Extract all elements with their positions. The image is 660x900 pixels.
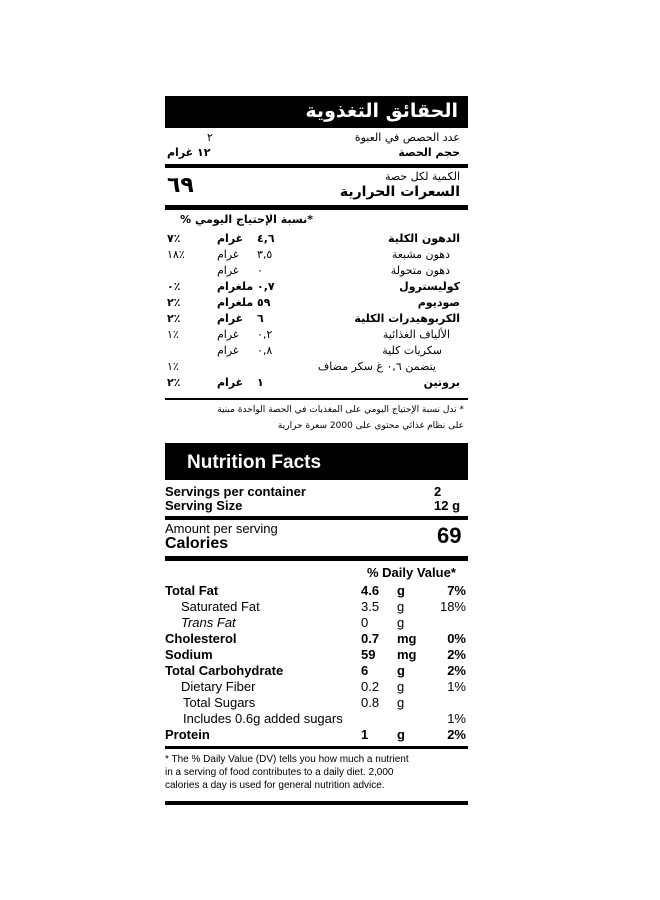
arabic-dv-header: *نسبة الإحتياج اليومي % [180, 213, 313, 226]
arabic-footnote-line2: على نظام غذائي محتوي على 2000 سعرة حرارية [277, 421, 464, 431]
arabic-nutrient-unit: غرام [217, 344, 239, 357]
arabic-nutrient-unit: غرام [217, 248, 239, 261]
english-nutrient-dv: 0% [447, 631, 466, 646]
arabic-nutrition-panel [165, 96, 468, 446]
arabic-nutrient-qty: ٠,٢ [257, 328, 273, 341]
arabic-nutrient-unit: غرام [217, 264, 239, 277]
english-nutrient-unit: g [397, 727, 405, 742]
arabic-nutrient-qty: ٠,٨ [257, 344, 273, 357]
english-serving-size-label: Serving Size [165, 498, 243, 513]
english-nutrient-unit: g [397, 583, 405, 598]
english-nutrient-name: Total Sugars [183, 695, 256, 710]
arabic-nutrient-qty: ٠,٧ [257, 280, 275, 293]
english-amount-label: Amount per serving [165, 521, 278, 536]
english-nutrient-qty: 4.6 [361, 583, 380, 598]
arabic-servings-label: عدد الحصص في العبوة [354, 131, 460, 144]
arabic-nutrient-dv: ٢٪ [167, 296, 181, 309]
english-nutrient-name: Saturated Fat [181, 599, 260, 614]
english-nutrient-dv: 2% [447, 647, 466, 662]
english-nutrient-qty: 0.8 [361, 695, 380, 710]
english-rule-thick-1 [165, 516, 468, 520]
english-serving-size-value: 12 g [434, 498, 461, 513]
arabic-nutrient-unit: غرام [217, 312, 244, 325]
arabic-nutrient-name: يتضمن ٠,٦ غ سكر مضاف [317, 360, 436, 373]
english-nutrient-unit: g [397, 663, 405, 678]
arabic-rule-thick-1 [165, 164, 468, 168]
arabic-nutrient-name: كوليسترول [399, 280, 460, 293]
english-dv-header: % Daily Value* [367, 565, 456, 580]
arabic-nutrient-dv: ١٪ [167, 360, 179, 373]
english-nutrient-name: Total Fat [165, 583, 219, 598]
english-nutrition-panel [165, 446, 468, 808]
arabic-nutrient-dv: ١٨٪ [167, 248, 185, 261]
arabic-nutrient-unit: غرام [217, 328, 239, 341]
arabic-nutrient-qty: ٠ [257, 264, 263, 277]
arabic-nutrient-unit: ملغرام [217, 296, 254, 309]
arabic-nutrient-qty: ٣,٥ [257, 248, 273, 261]
english-nutrient-unit: g [397, 615, 405, 630]
english-title-bar [165, 446, 468, 480]
arabic-serving-size-value: ١٢ غرام [167, 146, 211, 159]
english-nutrient-qty: 0.7 [361, 631, 380, 646]
arabic-nutrient-qty: ١ [257, 376, 264, 389]
arabic-nutrient-unit: غرام [217, 232, 244, 245]
arabic-nutrient-qty: ٥٩ [257, 296, 271, 309]
arabic-nutrient-name: دهون مشبعة [391, 248, 450, 261]
english-rule-mid [165, 746, 468, 749]
english-nutrient-dv: 1% [447, 679, 466, 694]
arabic-nutrient-qty: ٤,٦ [257, 232, 275, 245]
english-nutrient-qty: 0.2 [361, 679, 380, 694]
arabic-title-bar [165, 96, 468, 128]
english-nutrient-qty: 59 [361, 647, 376, 662]
arabic-nutrient-name: الكربوهيدرات الكلية [354, 312, 460, 325]
english-nutrient-name: Total Carbohydrate [165, 663, 284, 678]
english-nutrient-dv: 2% [447, 727, 466, 742]
english-rule-bottom [165, 801, 468, 805]
arabic-nutrient-name: صوديوم [417, 296, 460, 309]
english-nutrient-name: Trans Fat [181, 615, 236, 630]
english-nutrient-name: Protein [165, 727, 210, 742]
english-nutrient-qty: 3.5 [361, 599, 380, 614]
arabic-rule-thick-2 [165, 205, 468, 210]
english-nutrient-name: Dietary Fiber [181, 679, 256, 694]
arabic-nutrient-qty: ٦ [257, 312, 264, 325]
arabic-nutrient-name: الدهون الكلية [388, 232, 460, 245]
english-title: Nutrition Facts [187, 452, 322, 473]
english-nutrient-dv: 1% [447, 711, 466, 726]
arabic-rule-thin [165, 398, 468, 400]
english-servings-value: 2 [434, 484, 442, 499]
english-nutrient-qty: 6 [361, 663, 369, 678]
english-footnote-line1: * The % Daily Value (DV) tells you how much a nutrient [165, 754, 409, 765]
arabic-nutrient-dv: ٢٪ [167, 376, 181, 389]
english-nutrient-name: Sodium [165, 647, 213, 662]
english-calories-value: 69 [437, 523, 462, 548]
arabic-nutrient-dv: ٧٪ [167, 232, 181, 245]
arabic-nutrient-dv: ٢٪ [167, 312, 181, 325]
english-nutrient-name: Cholesterol [165, 631, 237, 646]
arabic-nutrient-unit: ملغرام [217, 280, 254, 293]
english-nutrient-name: Includes 0.6g added sugars [183, 711, 343, 726]
arabic-servings-value: ٢ [207, 131, 213, 144]
arabic-nutrient-name: الألياف الغذائية [382, 328, 450, 341]
english-nutrient-dv: 7% [447, 583, 466, 598]
arabic-serving-size-label: حجم الحصة [398, 146, 460, 159]
english-nutrient-unit: g [397, 599, 405, 614]
english-rule-thick-2 [165, 556, 468, 561]
english-servings-label: Servings per container [165, 484, 306, 499]
arabic-nutrient-unit: غرام [217, 376, 244, 389]
english-nutrient-unit: mg [397, 647, 417, 662]
arabic-calories-value: ٦٩ [167, 173, 194, 198]
english-nutrient-unit: mg [397, 631, 417, 646]
english-calories-label: Calories [165, 535, 229, 552]
arabic-nutrient-dv: ١٪ [167, 328, 179, 341]
arabic-footnote-line1: * تدل نسبة الإحتياج اليومي على المغذيات في الحصة الواحدة مبنية [217, 405, 464, 415]
arabic-amount-label: الكمية لكل حصة [384, 170, 460, 183]
arabic-nutrient-dv: ٠٪ [167, 280, 181, 293]
english-nutrient-qty: 0 [361, 615, 369, 630]
english-nutrient-unit: g [397, 695, 405, 710]
english-nutrient-dv: 18% [439, 599, 466, 614]
arabic-title: الحقائق التغذوية [305, 100, 458, 122]
arabic-nutrient-name: دهون متحولة [390, 264, 450, 277]
arabic-nutrient-name: سكريات كلية [382, 344, 442, 357]
english-footnote-line2: in a serving of food contributes to a daily diet. 2,000 [165, 767, 394, 778]
english-nutrient-dv: 2% [447, 663, 466, 678]
arabic-calories-label: السعرات الحرارية [339, 184, 460, 200]
english-nutrient-qty: 1 [361, 727, 369, 742]
arabic-nutrient-name: بروتين [423, 376, 460, 389]
english-footnote-line3: calories a day is used for general nutrition advice. [165, 780, 385, 791]
english-nutrient-unit: g [397, 679, 405, 694]
